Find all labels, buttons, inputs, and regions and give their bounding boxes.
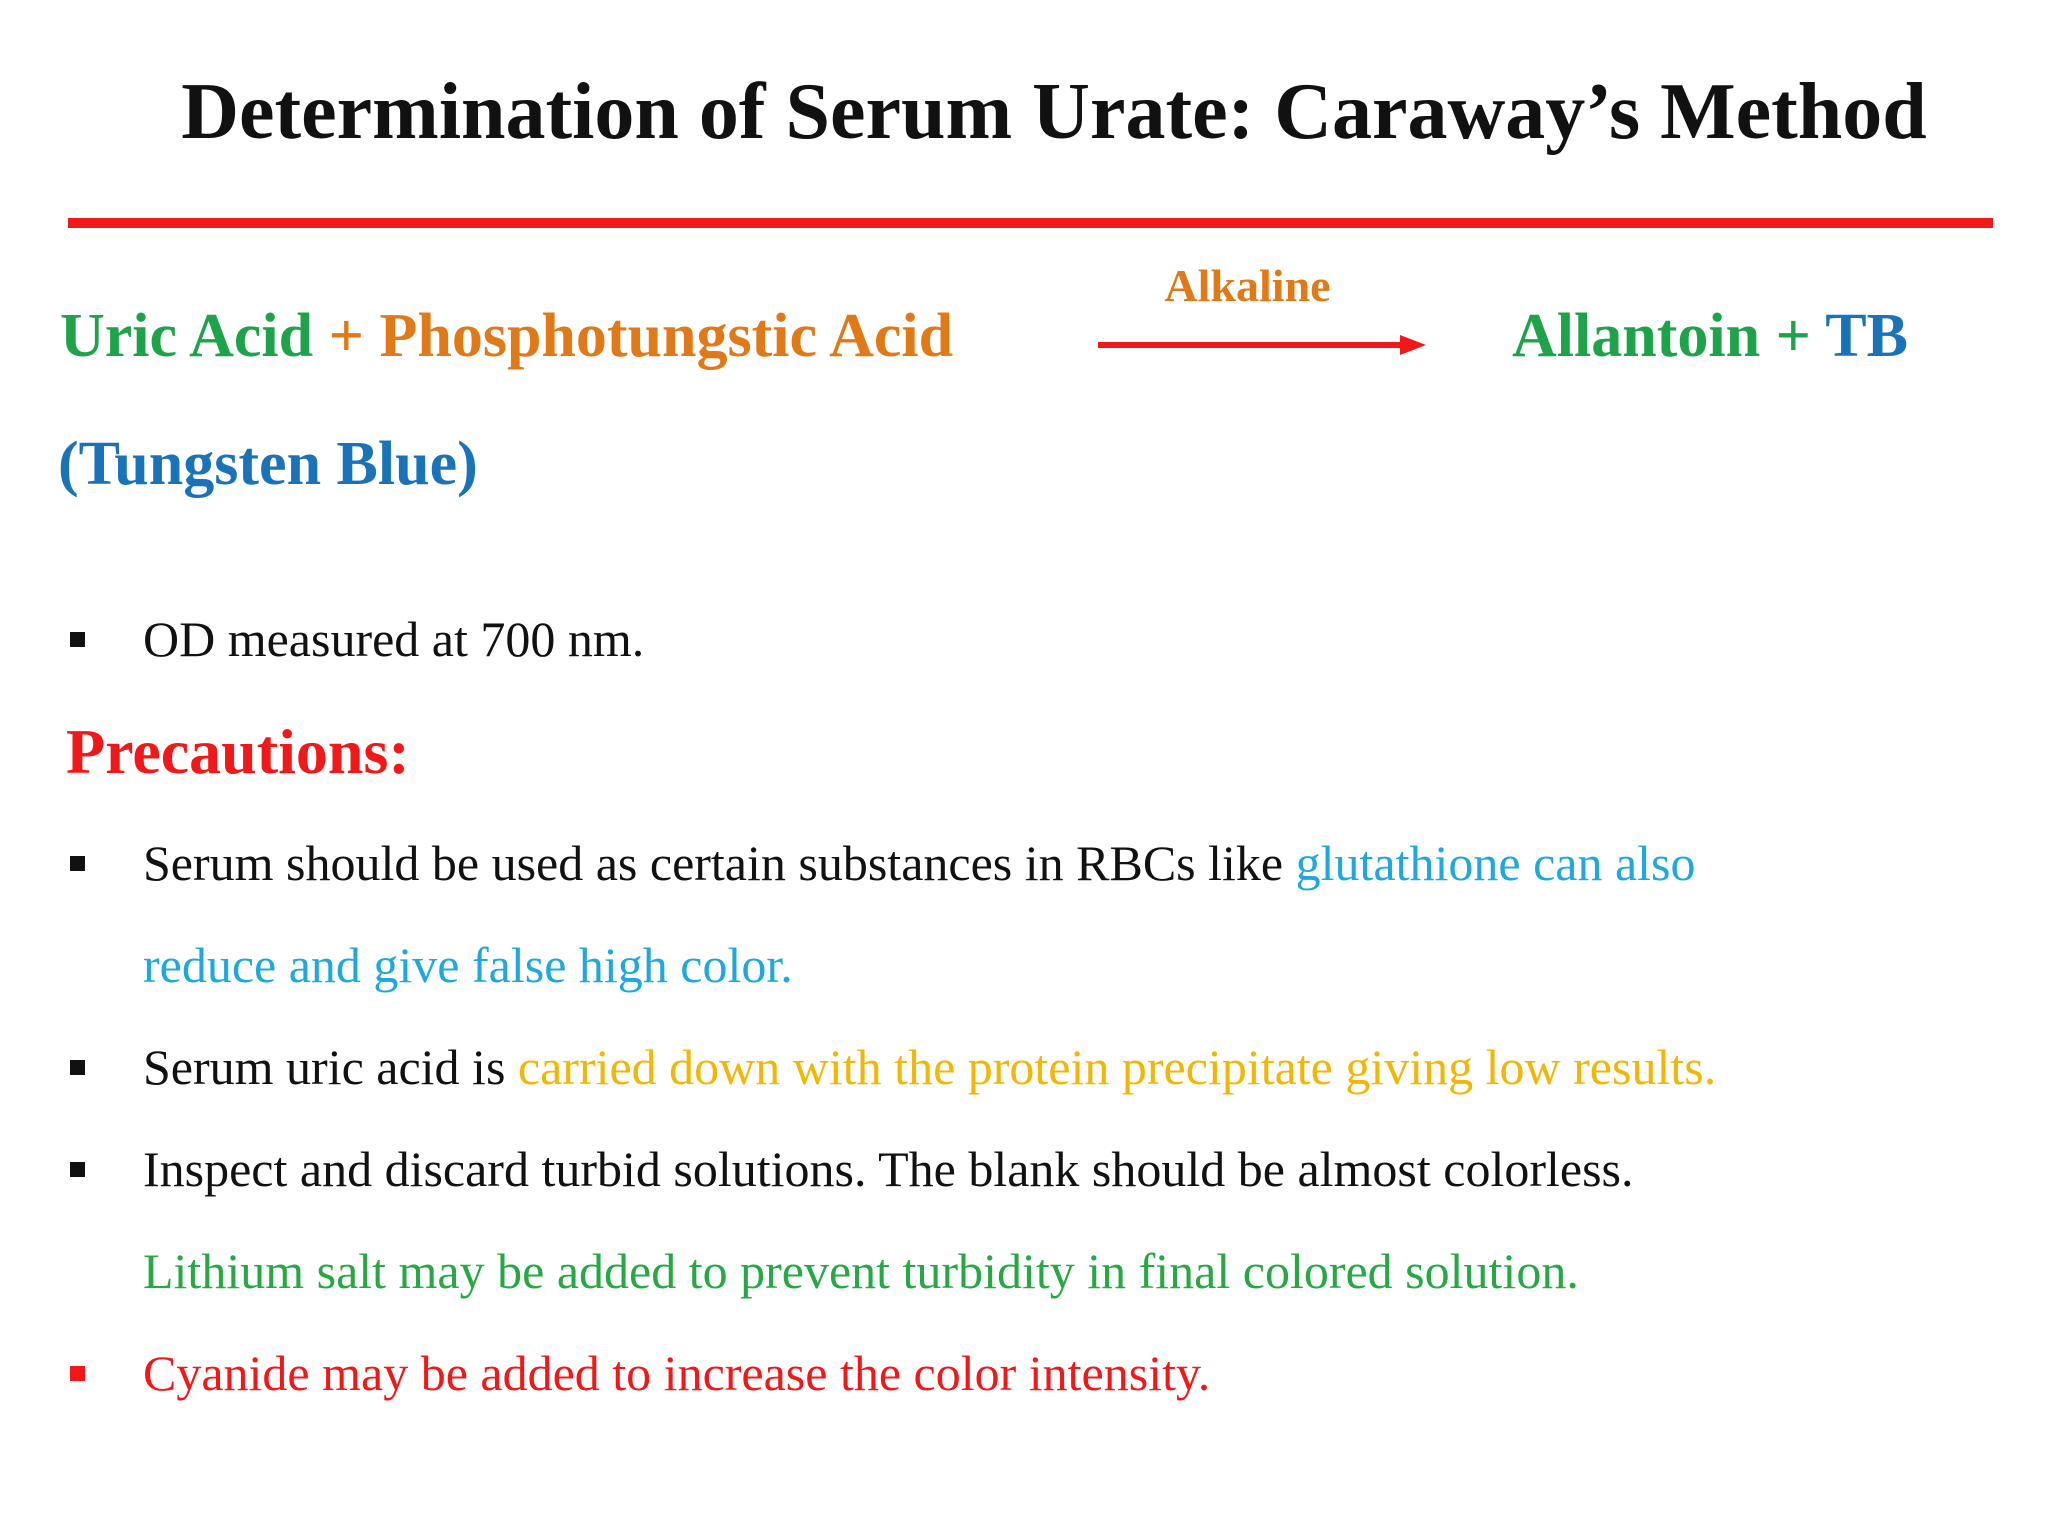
reaction-arrow-icon <box>1098 330 1428 360</box>
product-tb: TB <box>1825 302 1908 370</box>
list-item <box>0 1322 2048 1424</box>
equation-products <box>1512 296 1908 376</box>
precaution-2-text: Serum uric acid is <box>143 1039 518 1095</box>
slide-title: Determination of Serum Urate: Caraway’s Method <box>181 68 1927 156</box>
plus-sign: + <box>1760 302 1826 370</box>
title-divider <box>68 218 1993 228</box>
bullet-text: OD measured at 700 nm. <box>143 611 645 667</box>
list-item <box>0 1118 2048 1322</box>
bullet-square-icon <box>70 1060 85 1075</box>
precautions-heading: Precautions: <box>66 716 410 787</box>
reactant-uric-acid: Uric Acid <box>60 302 314 370</box>
precaution-1-continuation: reduce and give false high color. <box>143 937 793 993</box>
reaction-condition: Alkaline <box>1164 260 1331 311</box>
list-item <box>0 588 2048 690</box>
precaution-1-highlight: glutathione can also <box>1295 835 1696 891</box>
bullet-square-icon <box>70 856 85 871</box>
list-item <box>0 1016 2048 1118</box>
product-allantoin: Allantoin <box>1512 302 1761 370</box>
plus-sign: + <box>313 302 380 370</box>
bullet-square-icon <box>70 632 85 647</box>
precaution-2-highlight: carried down with the protein precipitate giving low results. <box>517 1039 1717 1095</box>
precaution-4-text: Cyanide may be added to increase the color intensity. <box>143 1345 1211 1401</box>
reactant-phosphotungstic-acid: Phosphotungstic Acid <box>379 302 954 370</box>
precaution-3-text: Inspect and discard turbid solutions. The blank should be almost colorless. <box>143 1141 1634 1197</box>
precaution-3-continuation: Lithium salt may be added to prevent turbidity in final colored solution. <box>143 1243 1579 1299</box>
list-item <box>0 812 2048 1016</box>
bullet-square-icon <box>70 1162 85 1177</box>
bullet-text <box>143 1016 1716 1118</box>
precaution-1-text: Serum should be used as certain substances in RBCs like <box>143 835 1296 891</box>
equation-reactants <box>60 296 953 376</box>
bullet-text <box>143 812 1696 914</box>
bullet-square-icon <box>70 1366 85 1381</box>
tungsten-blue-note: (Tungsten Blue) <box>58 430 478 498</box>
